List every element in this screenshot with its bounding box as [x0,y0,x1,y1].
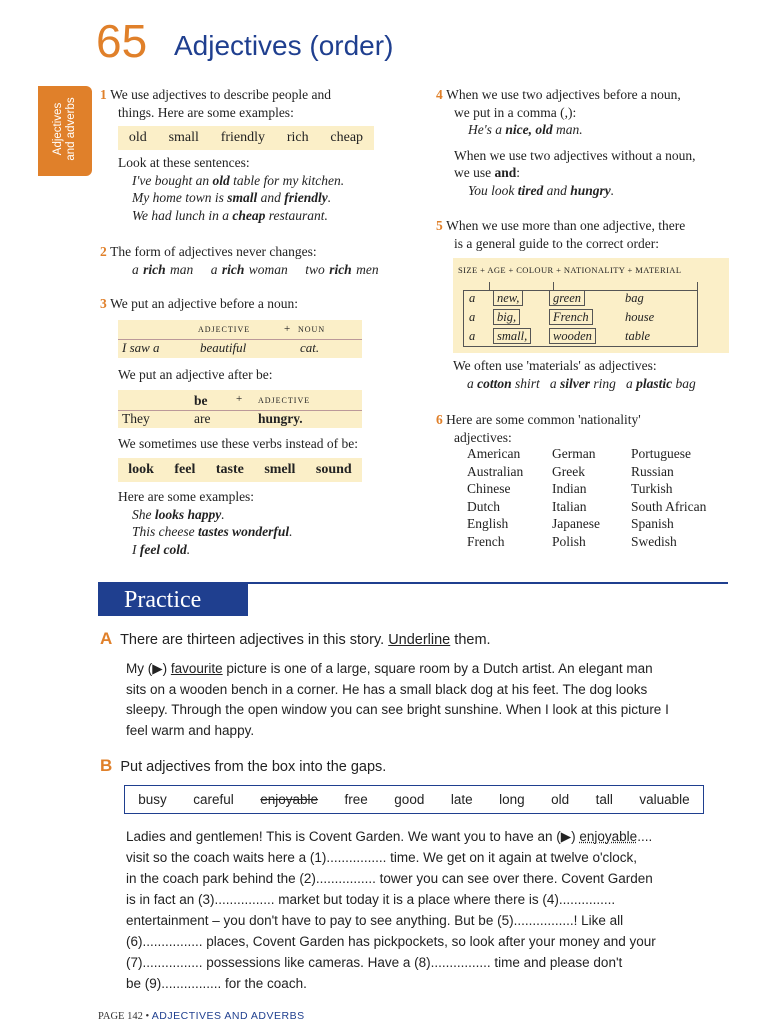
table-header: + [236,393,243,405]
order-article: a [469,310,476,324]
sec6-line: Here are some common 'nationality' [446,412,641,427]
box-word: long [499,792,525,807]
sec1-intro2: things. Here are some examples: [118,104,294,120]
order-table [453,258,729,353]
sec5-line: is a general guide to the correct order: [454,235,660,251]
order-size: big, [493,309,520,325]
order-noun: table [625,329,650,343]
page-title: Adjectives (order) [174,30,394,61]
adjective-noun-table [118,320,362,358]
nationality-word: English [467,516,509,531]
example-word: small [168,130,199,145]
example-sentence: My home town is small and friendly. [132,190,332,205]
table-header: adjective [198,323,251,335]
story-line: My (▶) favourite picture is one of a large, square room by a Dutch artist. An elegant man [126,661,653,676]
materials-label: We often use 'materials' as adjectives: [453,358,657,373]
table-cell: hungry. [258,411,303,426]
example-word: friendly [220,130,266,145]
nationality-word: Japanese [552,516,600,531]
nationality-col-3 [631,445,706,550]
materials-examples: a cotton shirt a silver ring a plastic bag [467,375,696,391]
nationality-word: Swedish [631,533,677,549]
section-number: 5 [436,218,443,233]
exercise-a-instructions: There are thirteen adjectives in this story. Underline them. [120,632,491,648]
side-tab-line2: and adverbs [65,97,77,161]
order-size: small, [493,328,531,344]
gap-text-line: be (9)................ for the coach. [126,976,307,991]
table-cell: I saw a [122,340,160,355]
table-cell: are [194,411,211,426]
gap-text-line: is in fact an (3)................ market but today it is a place where there is (4)............... [126,892,616,907]
footer-section: ADJECTIVES AND ADVERBS [151,1010,305,1022]
nationality-word: Polish [552,533,586,549]
exercise-letter: B [100,756,113,775]
examples-box [118,126,374,150]
nationality-word: Russian [631,463,674,479]
box-word: careful [193,792,234,807]
table-header: adjective [258,394,311,406]
table-header: be [194,393,208,408]
exercise-b-instructions: Put adjectives from the box into the gaps. [120,759,387,775]
example-word: cheap [330,130,364,145]
nationality-word: Greek [552,463,585,479]
story-line: sits on a wooden bench in a corner. He has a small black dog at his feet. The dog looks [126,681,648,697]
gap-text-line: visit so the coach waits here a (1)................ time. We get on it again at twelve o'clock, [126,850,638,865]
exercise-letter: A [100,629,113,648]
example-sentence: I've bought an old table for my kitchen. [132,172,345,188]
footer [98,1010,305,1022]
order-noun: bag [625,291,644,305]
nationality-word: Portuguese [631,446,691,461]
box-word: late [450,792,473,807]
gap-text-line: (7)................ possessions like cameras. Have a (8)................ time and please don't [126,955,623,970]
sec4-line: When we use two adjectives before a noun, [446,87,681,102]
order-article: a [469,329,476,343]
verb-word: feel [174,462,196,477]
table-header: + [284,323,291,335]
box-word: enjoyable [260,792,319,807]
nationality-word: Indian [552,481,587,496]
nationality-word: French [467,533,505,549]
gap-text-line: (6)................ places, Covent Garden has pickpockets, so look after your money and your [126,934,656,949]
verbs-box [118,458,362,482]
word-box [124,785,704,814]
example-sentence: We had lunch in a cheap restaurant. [132,207,328,223]
table-header: noun [298,323,326,335]
here-label: Here are some examples: [118,489,255,504]
nationality-word: American [467,446,521,461]
sec3-text: We put an adjective before a noun: [110,296,298,311]
sec3-verbs-intro: We sometimes use these verbs instead of be: [118,436,358,451]
gap-text-line: Ladies and gentlemen! This is Covent Garden. We want you to have an (▶) enjoyable.... [126,829,653,844]
example-sentence: She looks happy. [132,506,225,522]
order-article: a [469,291,476,305]
section-number: 1 [100,87,107,102]
order-colour: green [549,290,585,306]
nationality-col-2 [552,445,600,550]
verb-word: sound [315,462,352,477]
example-sentence: He's a nice, old man. [468,122,583,137]
look-label: Look at these sentences: [118,155,250,170]
footer-bullet: • [145,1011,150,1022]
sec3-after: We put an adjective after be: [118,367,273,382]
order-colour: wooden [549,328,596,344]
example-sentence: You look tired and hungry. [468,182,615,198]
gap-text-line: entertainment – you don't have to pay to see anything. But be (5)................! Like all [126,913,624,928]
box-word: tall [595,792,613,807]
sec4-line: we use and: [454,165,521,180]
section-number: 2 [100,244,107,259]
table-cell: cat. [300,340,320,355]
nationality-word: Australian [467,463,524,479]
section-number: 3 [100,296,107,311]
box-word: busy [138,792,167,807]
sec6-line: adjectives: [454,429,512,445]
order-size: new, [493,290,523,306]
sec5-line: When we use more than one adjective, there [446,218,686,233]
nationality-word: Spanish [631,516,674,531]
side-tab-line1: Adjectives [52,102,64,156]
example-word: rich [286,130,309,145]
order-noun: house [625,310,655,324]
nationality-word: South African [631,498,707,514]
be-adjective-table [118,390,362,428]
nationality-col-1 [467,445,523,550]
side-tab [38,86,92,176]
verb-word: taste [215,462,244,477]
section-number: 4 [436,87,443,102]
practice-heading: Practice [98,584,248,616]
sec4-line: When we use two adjectives without a noun, [454,147,696,163]
table-cell: They [122,411,150,426]
verb-word: look [128,462,154,477]
story-line: feel warm and happy. [126,722,255,738]
nationality-word: Dutch [467,498,500,514]
table-cell: beautiful [200,340,247,355]
nationality-word: Chinese [467,481,511,496]
story-line: sleepy. Through the open window you can see bright sunshine. When I look at this picture I [126,702,669,717]
example-sentence: This cheese tastes wonderful. [132,524,293,539]
box-word: free [344,792,368,807]
sec4-line: we put in a comma (,): [454,104,577,120]
sec2-text: The form of adjectives never changes: [110,244,317,259]
example-word: old [128,130,147,145]
section-number: 6 [436,412,443,427]
verb-word: smell [264,462,296,477]
sec2-examples: a rich man a rich woman two rich men [132,261,379,277]
sec1-intro1: We use adjectives to describe people and [110,87,331,102]
example-sentence: I feel cold. [132,541,191,557]
nationality-word: German [552,446,596,461]
page-number: PAGE 142 [98,1011,143,1022]
box-word: good [394,792,425,807]
unit-number: 65 [96,15,148,67]
order-header: SIZE + AGE + COLOUR + NATIONALITY + MATERIAL [458,265,682,275]
gap-text-line: in the coach park behind the (2)................ tower you can see over there. Covent Garden [126,871,653,886]
box-word: valuable [639,792,690,807]
order-colour: French [549,309,593,325]
nationality-word: Turkish [631,481,673,496]
nationality-word: Italian [552,498,587,514]
box-word: old [551,792,570,807]
